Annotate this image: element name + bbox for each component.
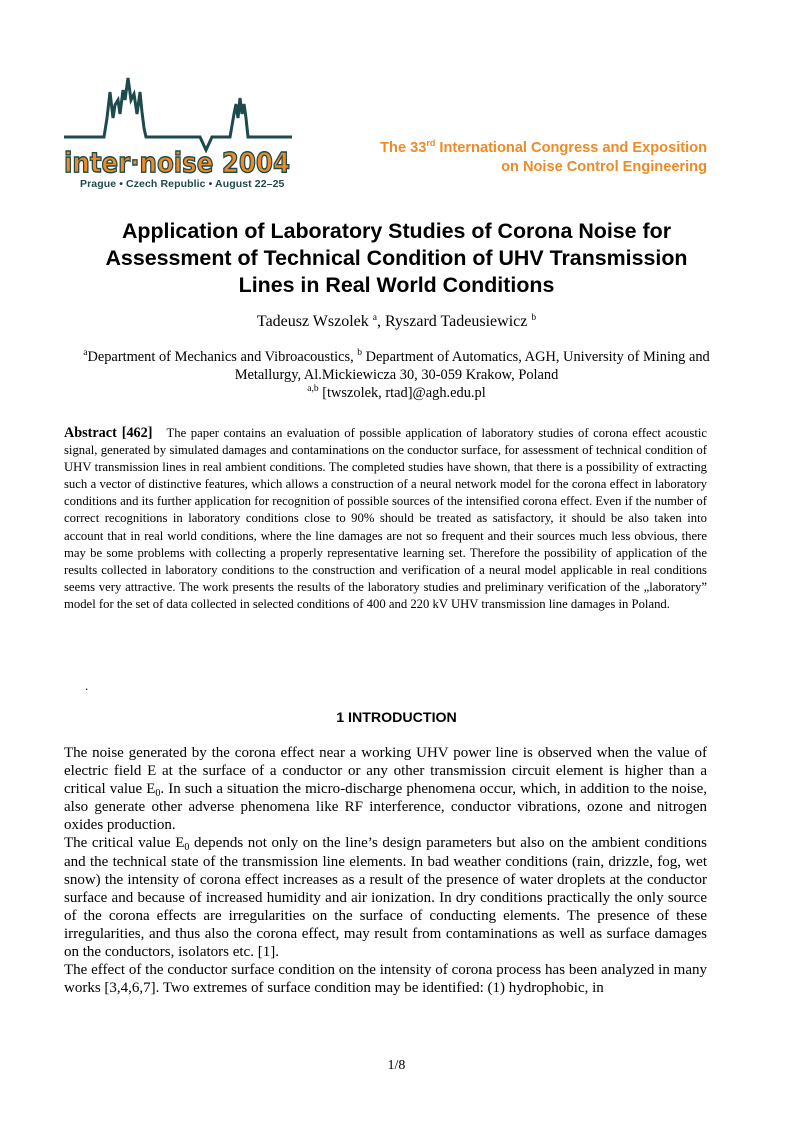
author-2-affil-mark: b xyxy=(531,313,537,323)
paragraph-3: The effect of the conductor surface condition on the intensity of corona process has been analyzed in many works [3,4,6,7]. Two extremes of surface condition may be identified: (1) hydrophobic, in xyxy=(64,962,707,997)
paragraph-2 xyxy=(64,834,707,961)
affil-b-mark: b xyxy=(357,348,363,358)
subscript-zero: 0 xyxy=(155,788,161,800)
affil-rest: Department of Automatics, AGH, University of Mining and Metallurgy, Al.Mickiewicza 30, 30-059 Krakow, Poland xyxy=(234,349,710,383)
logo-subline: Prague • Czech Republic • August 22–25 xyxy=(80,178,285,190)
skyline-line xyxy=(64,78,292,150)
page-number: 1/8 xyxy=(387,1058,406,1073)
author-line xyxy=(0,312,793,332)
body-text xyxy=(64,744,707,997)
affil-a-mark: a xyxy=(83,348,88,358)
conference-line-1 xyxy=(380,139,707,158)
author-separator: , xyxy=(377,313,385,330)
section-heading: 1 INTRODUCTION xyxy=(336,710,457,726)
wordmark-graphic xyxy=(62,142,297,182)
author-2: Ryszard Tadeusiewicz xyxy=(385,313,532,330)
email-mark: a,b xyxy=(307,384,319,394)
conference-name: International Congress and Exposition xyxy=(435,140,707,156)
abstract-label: Abstract [462] xyxy=(64,425,153,441)
paragraph-1-text-b: . In such a situation the micro-discharge phenomena occur, which, in addition to the noise, also generate other adverse phenomena like RF interference, conductor vibrations, ozone and nitrogen oxides production. xyxy=(64,781,707,834)
author-1: Tadeusz Wszolek xyxy=(256,313,373,330)
email-line xyxy=(64,384,729,402)
abstract xyxy=(64,425,707,613)
wordmark-text: inter·noise 2004 xyxy=(64,146,290,179)
abstract-text: The paper contains an evaluation of possible application of laboratory studies of corona effect acoustic signal, generated by simulated damages and contaminations on the conductor surface, for assessment of technical condition of UHV transmission lines in real ambient conditions. The completed studies have shown, that there is a possibility of extracting such a vector of distinctive features, which allows a construction of a neural network model for the corona effect in laboratory conditions and its further application for recognition of possible sources of the intensified corona effect. Even if the number of correct recognitions in laboratory conditions close to 90% should be treated as satisfactory, it should be also taken into account that in real world conditions, where the line damages are not so frequent and their sources much less obvious, there may be some problems with collecting a properly representative learning set. Therefore the possibility of application of the results collected in laboratory conditions to the construction and verification of a neural model applicable in real conditions seems very attractive. The work presents the results of the laboratory studies and preliminary verification of the „laboratory” model for the set of data collected in selected conditions of 400 and 220 kV UHV transmission line damages in Poland. xyxy=(64,426,707,611)
ordinal-suffix: rd xyxy=(426,138,436,148)
paper-title: Application of Laboratory Studies of Corona Noise for Assessment of Technical Condition of UHV Transmission Lines in Real World Conditions xyxy=(105,219,688,297)
conference-header xyxy=(380,139,707,177)
email-address: [twszolek, rtad]@agh.edu.pl xyxy=(318,385,486,401)
paragraph-2-text-a: The critical value E xyxy=(64,835,185,852)
stray-dot: . xyxy=(85,678,89,693)
author-1-affil-mark: a xyxy=(372,313,377,323)
affiliations xyxy=(64,348,729,402)
subscript-zero: 0 xyxy=(184,842,190,854)
affil-a: Department of Mechanics and Vibroacoustics, xyxy=(87,349,358,365)
paragraph-1-text-a: The noise generated by the corona effect near a working UHV power line is observed when the value of electric field E at the surface of a conductor or any other transmission circuit element is higher than a critical value E xyxy=(64,745,707,798)
conference-logo xyxy=(62,70,297,195)
conference-line-2: on Noise Control Engineering xyxy=(501,159,707,175)
paragraph-1 xyxy=(64,744,707,834)
paragraph-2-text-b: depends not only on the line’s design parameters but also on the ambient conditions and the technical state of the transmission line elements. In bad weather conditions (rain, drizzle, fog, wet snow) the intensity of corona effect increases as a result of the presence of water droplets at the conductor surface and because of increased humidity and air ionization. In dry conditions practically the only source of the corona effects are irregularities on the surface of conducting elements. The presence of these irregularities, and thus also the corona effect, may result from contaminations as well as surface damages on the conductors, isolators etc. [1]. xyxy=(64,835,707,961)
conference-number: The 33 xyxy=(380,140,427,156)
